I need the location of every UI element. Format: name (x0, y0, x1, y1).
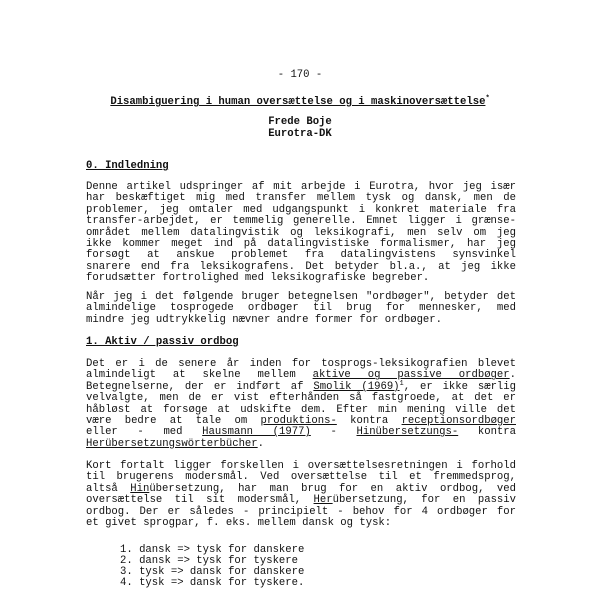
author-name: Frede Boje (268, 116, 332, 128)
text-run: übersetzung, har man brug for en aktiv ordbog, ved (149, 482, 516, 495)
paragraph-intro-2 (86, 292, 516, 326)
paragraph-section1-1 (86, 359, 516, 450)
text-line: mindre jeg udtrykkelig nævner andre former for ordbøger. (86, 313, 443, 326)
author-affiliation: Eurotra-DK (268, 128, 332, 140)
text-run: eller - med (86, 426, 203, 439)
paragraph-intro-1 (86, 182, 516, 285)
text-run: oversættelse til sit modersmål, (86, 494, 314, 507)
text-run: altså (86, 482, 131, 495)
text-run: Betegnelserne, der er indført af (86, 380, 314, 393)
text-line: området mellem datalingvistik og leksikografi, men selv om jeg (86, 226, 516, 239)
underlined-term: Hin (130, 482, 150, 495)
text-run: almindeligt at skelne mellem (86, 369, 313, 382)
text-run: - (310, 426, 357, 439)
underlined-term: produktions- (260, 414, 337, 427)
author-block (0, 116, 600, 140)
text-line: Når jeg i det følgende bruger betegnelsen "ordbøger", betyder det (86, 291, 516, 303)
text-run: . (509, 369, 516, 382)
citation-smolik: Smolik (1969) (313, 380, 400, 393)
section-heading-indledning: 0. Indledning (86, 160, 169, 172)
text-line: transfer-arbejdet, er temmelig generelle. Emnet ligger i grænse- (86, 215, 516, 228)
text-line: ikke kommer meget ind på datalingvistiske formalismer, har jeg (86, 237, 516, 250)
text-run: være bedre at tale om (86, 414, 261, 427)
text-line: Det er i de senere år inden for tosprogs-leksikografien blevet (86, 358, 516, 370)
title-footnote-marker: * (485, 95, 490, 103)
document-title (0, 96, 600, 108)
text-line: snarere end fra leksikografens. Det betyder bl.a., at jeg ikke (86, 260, 516, 273)
text-line (86, 495, 516, 506)
underlined-term: Her (313, 494, 333, 507)
text-line: Denne artikel udspringer af mit arbejde i Eurotra, hvor jeg især (86, 181, 516, 193)
text-run: kontra (458, 426, 516, 439)
underlined-term: aktive og passive ordbøger (312, 369, 510, 382)
citation-hausmann: Hausmann (1977) (202, 426, 311, 439)
section-heading-aktiv-passiv: 1. Aktiv / passiv ordbog (86, 336, 239, 348)
footnote-marker: 1 (399, 379, 404, 388)
text-line: har beskæftiget mig med transfer mellem tysk og dansk, men de (86, 192, 516, 205)
title-text: Disambiguering i human oversættelse og i maskinoversættelse (110, 96, 486, 108)
paragraph-section1-2 (86, 461, 516, 529)
text-run: übersetzung, for en passiv (332, 494, 516, 507)
list-item: 1. dansk => tysk for danskere (120, 544, 305, 556)
text-line: Kort fortalt ligger forskellen i oversættelsesretningen i forhold (86, 460, 516, 472)
text-line: almindelige tosprogede ordbøger til brug for mennesker, med (86, 302, 516, 315)
text-line: ordbog. Der er således - principielt - behov for 4 ordbøger for (86, 505, 516, 518)
list-item: 3. tysk => dansk for danskere (120, 566, 305, 578)
text-line: velvalgte, men de er vist efterhånden så fastgroede, at det er (86, 392, 516, 405)
text-run: , er ikke særlig (403, 380, 517, 393)
text-line: forsøgt at anskue problemet fra datalingvistens synsvinkel (86, 249, 516, 262)
page-number: - 170 - (277, 69, 323, 81)
underlined-term: Herübersetzungswörterbücher (86, 437, 258, 450)
text-line: problemer, jeg omtaler med udgangspunkt i konkret materiale fra (86, 203, 516, 216)
text-run: . (257, 437, 265, 450)
text-line: et givet sprogpar, f. eks. mellem dansk og tysk: (86, 516, 392, 529)
text-run: kontra (336, 414, 402, 427)
underlined-term: Hinübersetzungs- (356, 426, 459, 439)
text-line: til brugerens modersmål. Ved oversættelse til et fremmedsprog, (86, 471, 516, 484)
dictionary-list (120, 545, 304, 589)
underlined-term: receptionsordbøger (401, 414, 516, 427)
text-line (86, 439, 516, 450)
text-line: forudsætter fortrolighed med leksikografiske begreber. (86, 272, 430, 285)
list-item: 2. dansk => tysk for tyskere (120, 555, 299, 567)
list-item: 4. tysk => dansk for tyskere. (120, 577, 305, 589)
text-line: håbløst at forsøge at udskifte dem. Efter min mening ville det (86, 403, 516, 416)
